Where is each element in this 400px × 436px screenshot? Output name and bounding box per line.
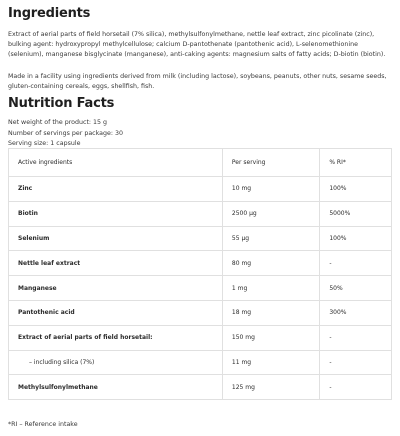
table-row (9, 375, 392, 400)
per-serving-cell: 150 mg (222, 325, 319, 350)
table-row (9, 300, 392, 325)
nutrition-facts-heading: Nutrition Facts (8, 96, 115, 111)
table-row (9, 251, 392, 276)
ri-percent-cell: 300% (320, 300, 392, 325)
column-header-per-serving: Per serving (222, 149, 319, 177)
per-serving-cell: 1 mg (222, 276, 319, 301)
table-row (9, 177, 392, 202)
column-header-active-ingredients: Active ingredients (9, 149, 223, 177)
ingredients-heading: Ingredients (8, 6, 91, 21)
nutrition-facts-summary (8, 118, 123, 150)
per-serving-cell: 125 mg (222, 375, 319, 400)
table-row (9, 350, 392, 375)
per-serving-cell: 11 mg (222, 350, 319, 375)
ri-percent-cell: 5000% (320, 201, 392, 226)
ri-percent-cell: 100% (320, 226, 392, 251)
servings-per-package-text: Number of servings per package: 30 (8, 129, 124, 137)
ingredient-name-cell: Selenium (9, 226, 223, 251)
serving-size-text: Serving size: 1 capsule (8, 140, 81, 147)
table-header-row (9, 149, 392, 177)
table-row (9, 325, 392, 350)
table-row (9, 226, 392, 251)
ri-percent-cell: - (320, 375, 392, 400)
column-header-ri: % RI* (320, 149, 392, 177)
ri-percent-cell: - (320, 350, 392, 375)
per-serving-cell: 2500 µg (222, 201, 319, 226)
ingredient-name-cell: Zinc (9, 177, 223, 202)
per-serving-cell: 18 mg (222, 300, 319, 325)
ingredients-composition: Extract of aerial parts of field horsetail (7% silica), methylsulfonylmethane, nettle leaf extract, zinc picolinate (zinc), bulking agent: hydroxypropyl methylcellulose; calcium D-pantothenate (pantothenic acid), L-selenomethionine (selenium), manganese bisglycinate (manganese), anti-caking agents: magnesium salts of fatty acids; D-biotin (biotin). (8, 31, 386, 58)
per-serving-cell: 10 mg (222, 177, 319, 202)
ingredient-name-cell: Methylsulfonylmethane (9, 375, 223, 400)
allergen-note: Made in a facility using ingredients derived from milk (including lactose), soybeans, peanuts, other nuts, sesame seeds, gluten-containing cereals, eggs, shellfish, fish. (8, 73, 387, 90)
ingredient-name-cell: – including silica (7%) (9, 350, 223, 375)
net-weight-text: Net weight of the product: 15 g (8, 119, 108, 126)
ingredient-name-cell: Extract of aerial parts of field horsetail: (9, 325, 223, 350)
table-row (9, 201, 392, 226)
ingredient-name-cell: Nettle leaf extract (9, 251, 223, 276)
reference-intake-footnote: *RI – Reference intake (8, 421, 78, 428)
ingredient-name-cell: Manganese (9, 276, 223, 301)
table-row (9, 276, 392, 301)
ri-percent-cell: 50% (320, 276, 392, 301)
per-serving-cell: 55 µg (222, 226, 319, 251)
ri-percent-cell: - (320, 325, 392, 350)
ingredient-name-cell: Biotin (9, 201, 223, 226)
per-serving-cell: 80 mg (222, 251, 319, 276)
nutrition-table (8, 148, 392, 400)
ri-percent-cell: 100% (320, 177, 392, 202)
ri-percent-cell: - (320, 251, 392, 276)
ingredient-name-cell: Pantothenic acid (9, 300, 223, 325)
